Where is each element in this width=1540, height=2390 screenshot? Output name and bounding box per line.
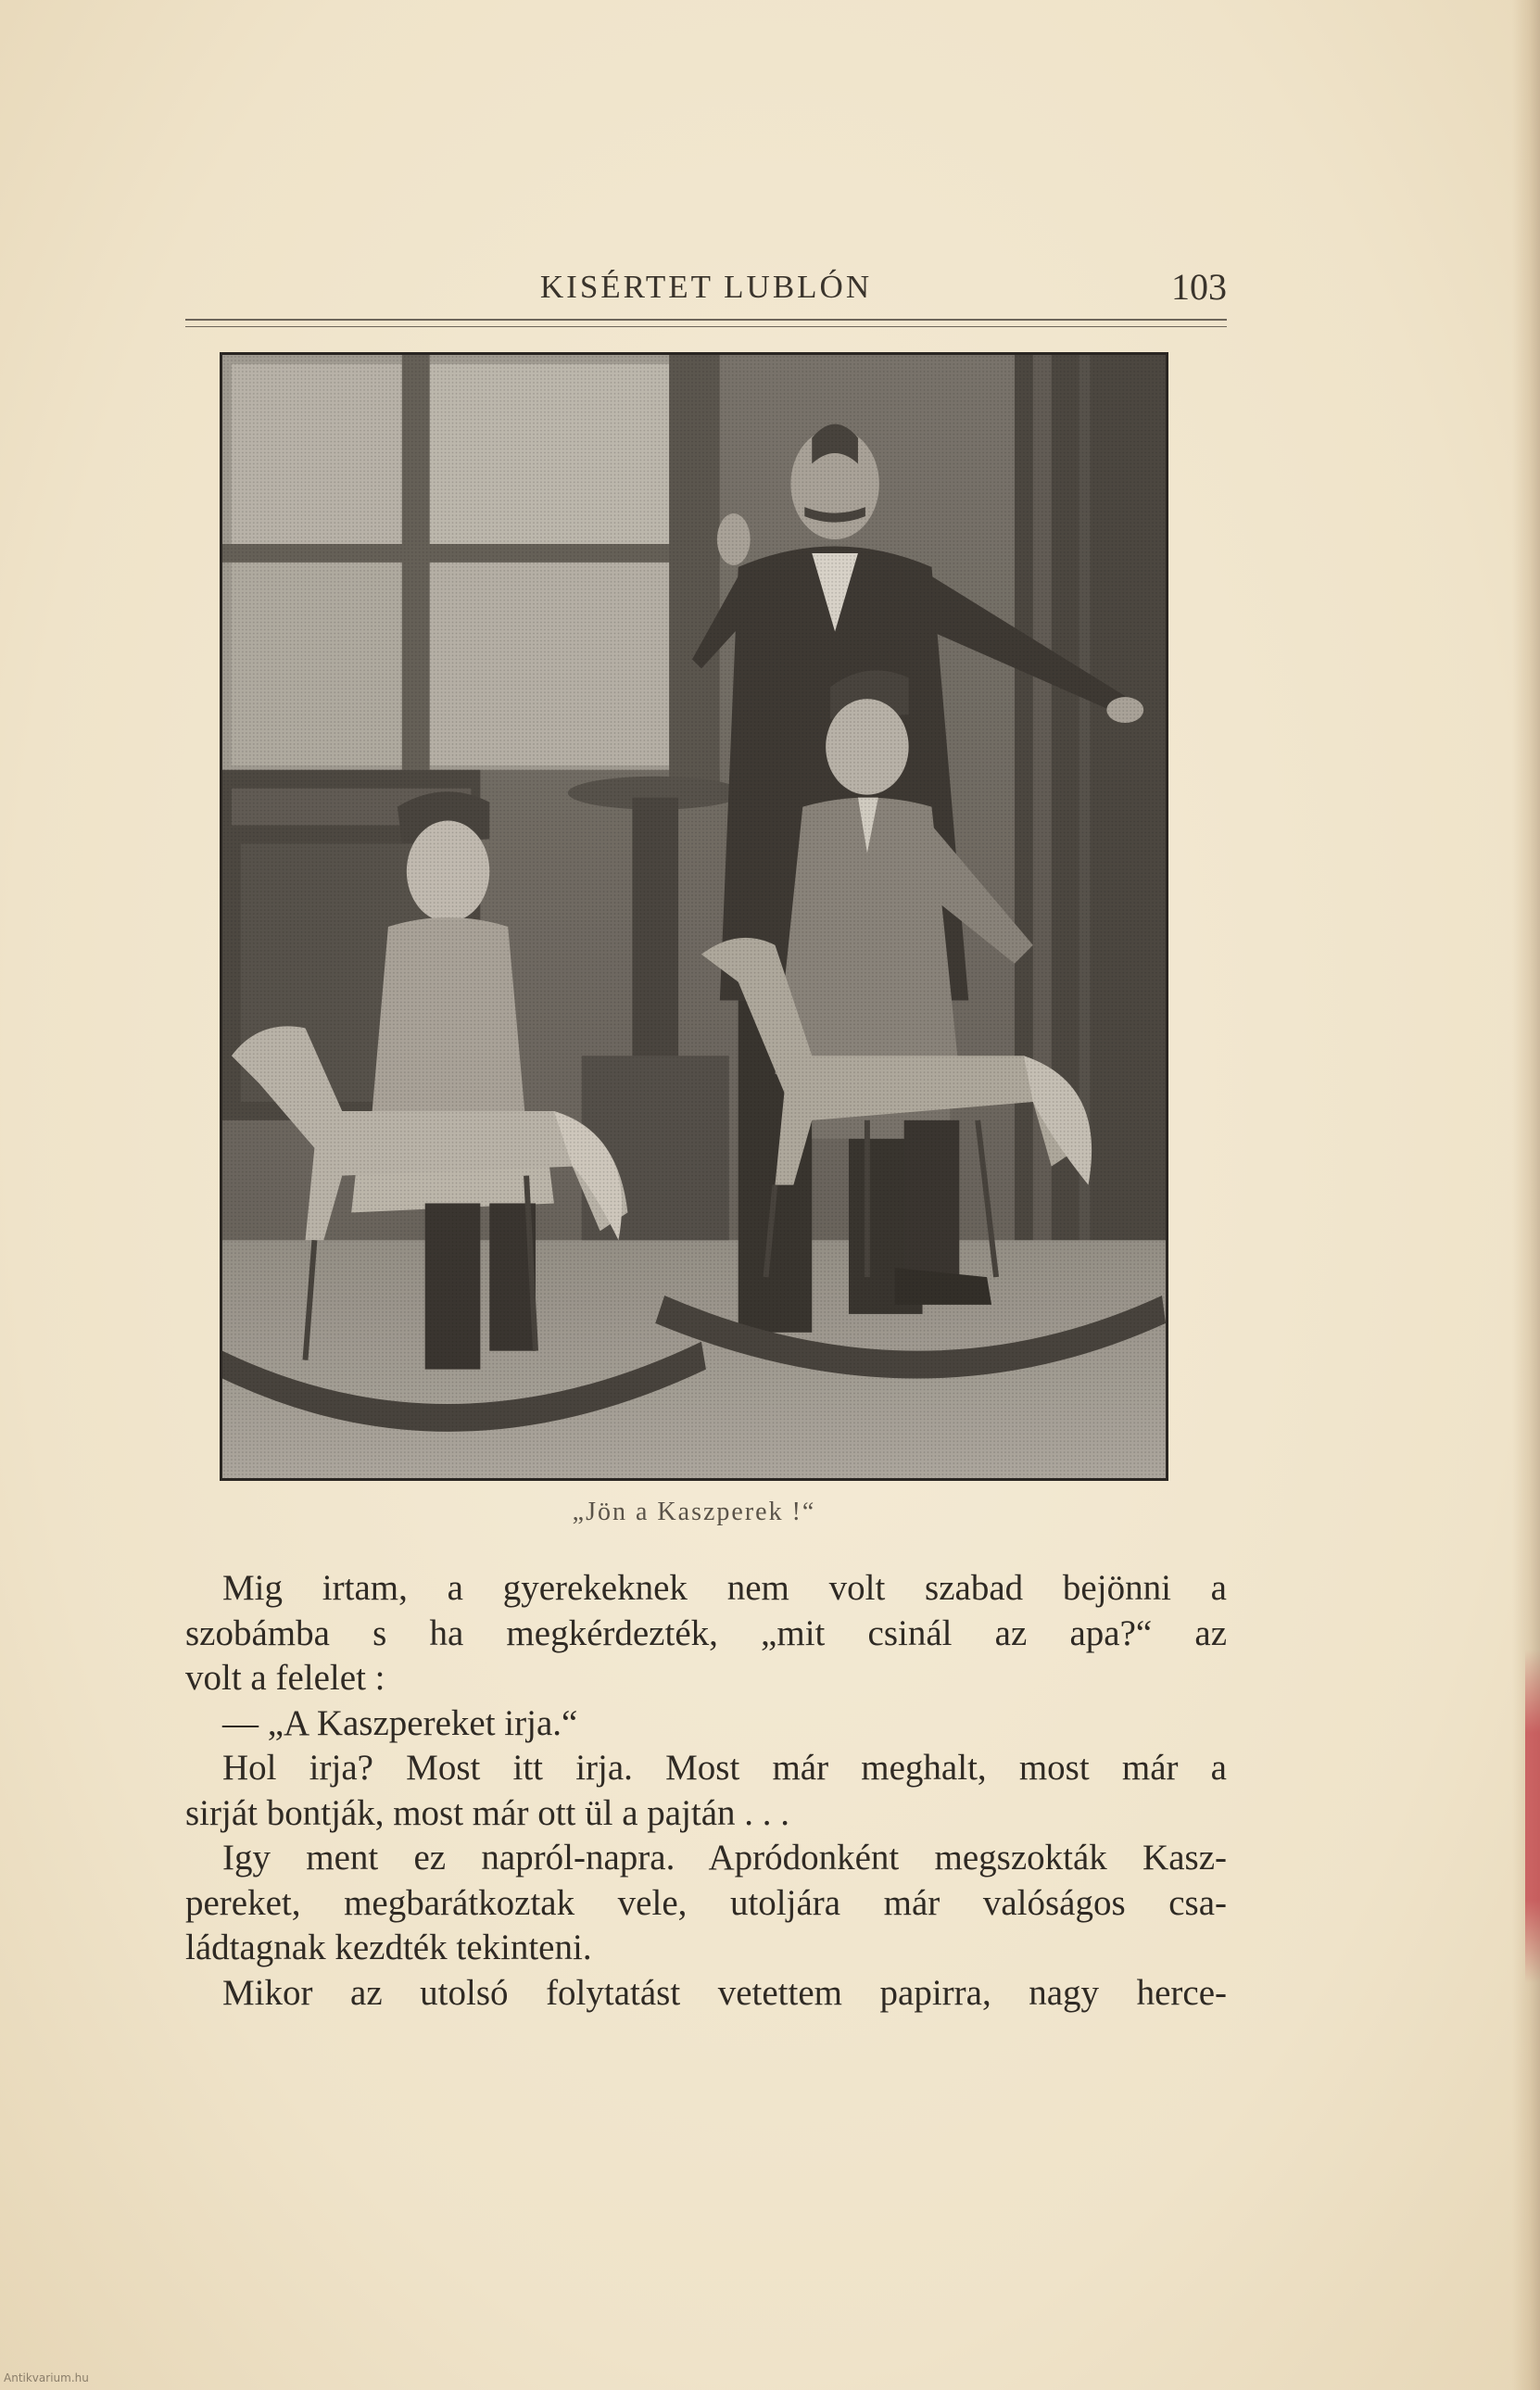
halftone-photograph: [220, 352, 1168, 1481]
watermark-text: Antikvarium.hu: [4, 2371, 89, 2384]
text-line: volt a felelet :: [185, 1658, 385, 1698]
text-line: sirját bontják, most már ott ül a pajtán . . .: [185, 1792, 790, 1833]
text-line: Mig irtam, a gyerekeknek nem volt szabad bejönni a: [222, 1568, 1227, 1608]
text-line: Hol irja? Most itt irja. Most már meghalt, most már a: [222, 1748, 1227, 1788]
figure-caption: „Jön a Kaszperek !“: [572, 1498, 816, 1526]
page-number: 103: [1171, 266, 1227, 308]
red-edge-mark: [1525, 1650, 1540, 1983]
running-title: KISÉRTET LUBLÓN: [539, 269, 873, 305]
running-header: [185, 266, 1227, 324]
header-rule-thin: [185, 326, 1227, 327]
text-line: Igy ment ez napról-napra. Apródonként megszokták Kasz-: [222, 1838, 1227, 1878]
text-line: szobámba s ha megkérdezték, „mit csinál az apa?“ az: [185, 1612, 1227, 1653]
header-rule: [185, 319, 1227, 321]
text-line: Mikor az utolsó folytatást vetettem papirra, nagy herce-: [222, 1972, 1227, 2013]
body-text: [185, 1566, 1227, 2016]
text-line: ládtagnak kezdték tekinteni.: [185, 1928, 592, 1967]
photo-illustration: [222, 355, 1166, 1478]
text-line: — „A Kaszpereket irja.“: [222, 1702, 578, 1743]
page-edge-shadow: [1512, 0, 1540, 2390]
text-line: pereket, megbarátkoztak vele, utoljára már valóságos csa-: [185, 1882, 1227, 1923]
